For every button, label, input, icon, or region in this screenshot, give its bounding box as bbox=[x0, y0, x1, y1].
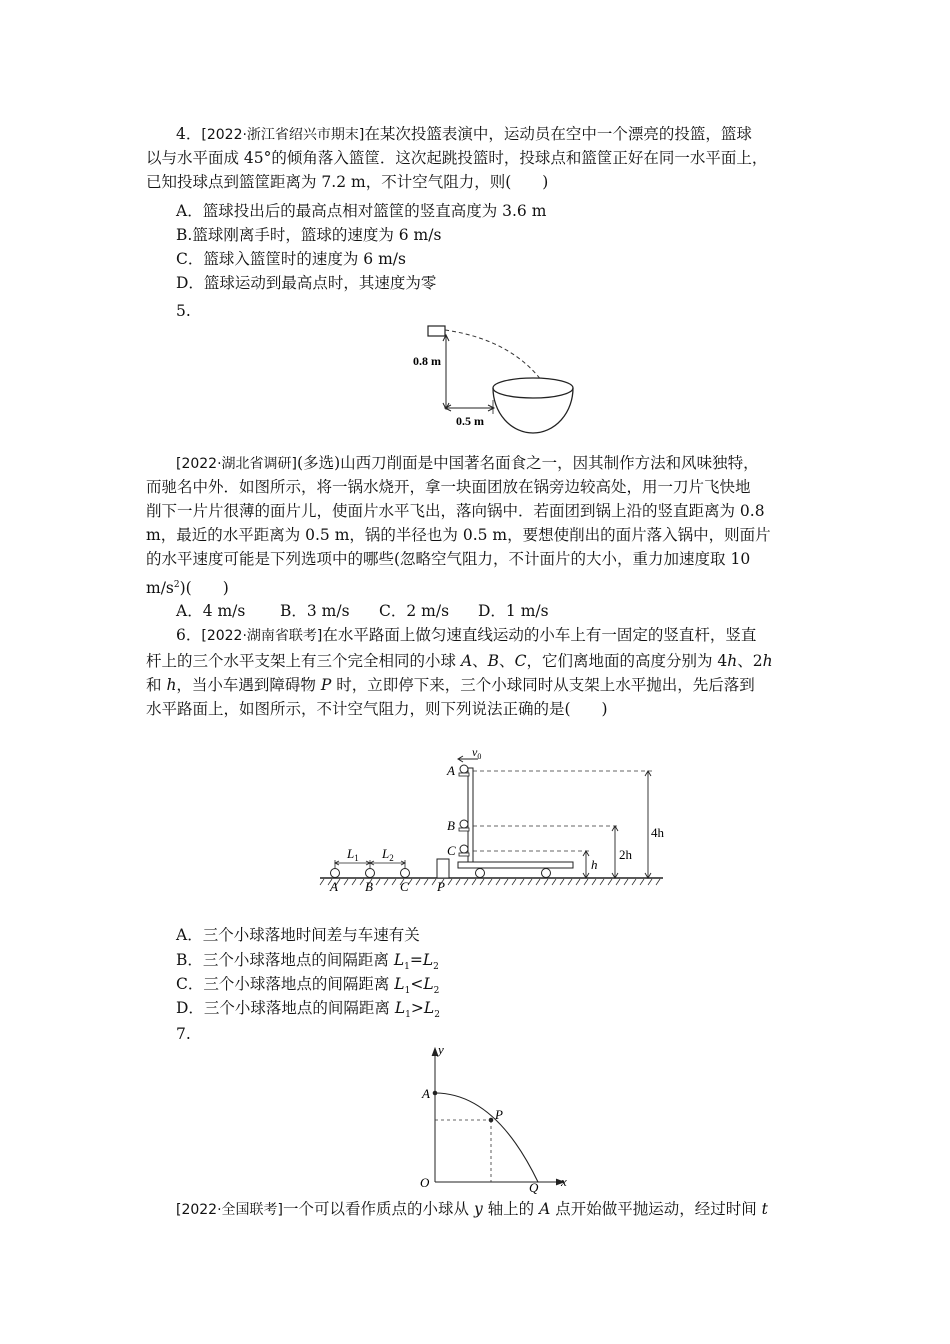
ball-b bbox=[460, 820, 468, 828]
q5-line-4: m，最近的水平距离为 0.5 m，锅的半径也为 0.5 m，要想使削出的面片落入锅中，则面片 bbox=[146, 526, 771, 544]
cart-body bbox=[458, 862, 573, 868]
label-ball-c: C bbox=[447, 843, 456, 858]
q6-line-4: 水平路面上，如图所示，不计空气阻力，则下列说法正确的是( ) bbox=[146, 700, 608, 718]
label-q: Q bbox=[529, 1180, 539, 1194]
q5-option-c: C．2 m/s bbox=[379, 602, 450, 620]
cart-wheel-left bbox=[476, 869, 485, 878]
q4-text-1: 在某次投篮表演中，运动员在空中一个漂亮的投篮，篮球 bbox=[364, 125, 752, 143]
landed-ball-b bbox=[366, 869, 375, 878]
q5-pot-figure bbox=[405, 322, 585, 442]
q4-line-3: 已知投球点到篮筐距离为 7.2 m，不计空气阻力，则( ) bbox=[146, 173, 549, 191]
label-l2: $L_2$ bbox=[382, 846, 394, 863]
label-2h: 2h bbox=[619, 847, 632, 862]
q5-line-1 bbox=[176, 452, 836, 475]
distance-label: 0.5 m bbox=[456, 414, 484, 428]
q4-line-1: 4．[2022·浙江省绍兴市期末]在某次投篮表演中，运动员在空中一个漂亮的投篮，篮球 bbox=[176, 125, 752, 143]
q5-line-6: $m/s^2$)( ) bbox=[146, 579, 229, 598]
q4-option-d: D．篮球运动到最高点时，其速度为零 bbox=[176, 274, 437, 292]
q7-graph-figure bbox=[410, 1044, 590, 1194]
q5-options bbox=[176, 600, 836, 622]
q4-option-b: B.篮球刚离手时，篮球的速度为 6 m/s bbox=[176, 226, 442, 244]
q5-line-5: 的水平速度可能是下列选项中的哪些(忽略空气阻力，不计面片的大小，重力加速度取 10 bbox=[146, 550, 751, 568]
q6-source: [2022·湖南省联考] bbox=[201, 628, 323, 644]
q6-line-3: 和 h，当小车遇到障碍物 P 时，立即停下来，三个小球同时从支架上水平抛出，先后落到 bbox=[146, 676, 755, 694]
label-ground-c: C bbox=[400, 879, 409, 892]
label-ball-b: B bbox=[447, 818, 455, 833]
q7-source: [2022·全国联考] bbox=[176, 1202, 284, 1218]
label-ball-a: A bbox=[447, 763, 455, 778]
label-ground-a: A bbox=[330, 879, 338, 892]
label-a: A bbox=[422, 1086, 430, 1101]
q6-line-1: 6．[2022·湖南省联考]在水平路面上做匀速直线运动的小车上有一固定的竖直杆，竖直 bbox=[176, 626, 757, 644]
q5-option-a: A．4 m/s bbox=[176, 602, 246, 620]
q5-line-3: 削下一片片很薄的面片儿，使面片水平飞出，落向锅中．若面团到锅上沿的竖直距离为 0.8 bbox=[146, 502, 765, 520]
dough-block bbox=[428, 326, 445, 336]
q5-option-b: B．3 m/s bbox=[280, 602, 350, 620]
label-y: y bbox=[438, 1044, 444, 1057]
label-o: O bbox=[420, 1175, 430, 1190]
obstacle-p bbox=[437, 859, 449, 878]
cart-wheel-right bbox=[542, 869, 551, 878]
parabola-curve bbox=[435, 1093, 538, 1182]
label-l1: $L_1$ bbox=[347, 846, 359, 863]
q6-line-2: 杆上的三个水平支架上有三个完全相同的小球 A、B、C，它们离地面的高度分别为 4h、2h bbox=[146, 652, 773, 670]
q5-option-d: D．1 m/s bbox=[478, 602, 549, 620]
landed-ball-a bbox=[331, 869, 340, 878]
height-label: 0.8 m bbox=[413, 354, 441, 368]
q5-line-2: 而驰名中外．如图所示，将一锅水烧开，拿一块面团放在锅旁边较高处，用一刀片飞快地 bbox=[146, 478, 751, 496]
q4-source: [2022·浙江省绍兴市期末] bbox=[201, 127, 365, 143]
q6-cart-figure bbox=[318, 742, 668, 892]
q6-number: 6． bbox=[176, 626, 202, 644]
q5-source: [2022·湖北省调研] bbox=[176, 456, 298, 472]
ball-a bbox=[460, 765, 468, 773]
label-4h: 4h bbox=[651, 825, 664, 840]
point-a bbox=[433, 1091, 438, 1096]
pot-rim bbox=[493, 378, 573, 398]
q6-option-c: C．三个小球落地点的间隔距离 $L_1<L_2$ bbox=[176, 975, 440, 997]
q5-text-1: (多选)山西刀削面是中国著名面食之一，因其制作方法和风味独特， bbox=[297, 454, 759, 472]
q7-number: 7. bbox=[176, 1025, 191, 1043]
q4-line-2: 以与水平面成 45°的倾角落入篮筐．这次起跳投篮时，投球点和篮筐正好在同一水平面上， bbox=[146, 149, 768, 167]
q7-line-1: [2022·全国联考]一个可以看作质点的小球从 y 轴上的 A 点开始做平抛运动，经过时间 t bbox=[176, 1200, 768, 1218]
label-p: P bbox=[495, 1107, 503, 1122]
landed-ball-c bbox=[401, 869, 410, 878]
vertical-pole bbox=[468, 768, 473, 862]
ball-c bbox=[460, 845, 468, 853]
q4-option-c: C．篮球入篮筐时的速度为 6 m/s bbox=[176, 250, 406, 268]
label-v0: $v_0$ bbox=[472, 745, 482, 761]
label-x: x bbox=[561, 1174, 567, 1189]
q4-option-a: A．篮球投出后的最高点相对篮筐的竖直高度为 3.6 m bbox=[176, 202, 547, 220]
label-h: h bbox=[591, 857, 598, 872]
q5-number: 5. bbox=[176, 302, 191, 320]
q6-option-b: B．三个小球落地点的间隔距离 $L_1=L_2$ bbox=[176, 951, 439, 973]
q6-option-d: D．三个小球落地点的间隔距离 $L_1>L_2$ bbox=[176, 999, 440, 1021]
label-p: P bbox=[437, 879, 445, 892]
label-ground-b: B bbox=[365, 879, 373, 892]
q6-option-a: A．三个小球落地时间差与车速有关 bbox=[176, 926, 420, 944]
q4-number: 4 bbox=[176, 125, 186, 143]
